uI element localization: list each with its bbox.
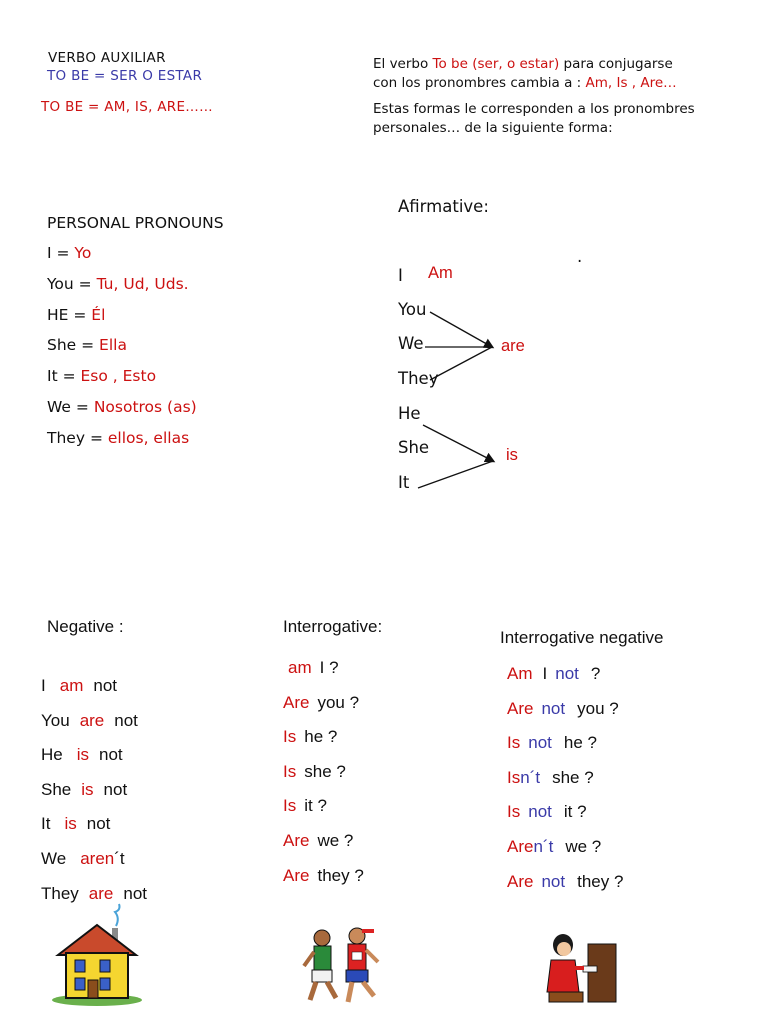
intneg-verb: Is [507,733,521,753]
aff-are: are [501,337,525,355]
aff-we: We [398,334,424,353]
interrogative-negative-row [507,802,587,822]
int-subject: they ? [317,865,364,885]
aff-is: is [506,446,518,464]
pronoun-eq: = [68,305,92,324]
pronoun-en: We [47,398,71,416]
negative-row [41,745,123,765]
int-verb: Is [283,727,297,747]
pronoun-es: ellos, ellas [107,428,190,447]
intro-tail: para conjugarse [559,56,673,72]
pronoun-es: Él [91,305,106,324]
pronoun-en: It [47,367,58,386]
int-verb: Are [283,865,310,885]
intneg-verb: Are [507,871,534,891]
aff-i: I [398,266,403,285]
intneg-subject: they ? [577,871,624,891]
aff-they: They [398,369,439,388]
intneg-subject: she ? [552,767,594,787]
intneg-verb: Is [507,802,521,822]
negative-row [41,676,117,696]
intneg-verb: Are [507,698,534,718]
interrogative-row [283,727,337,747]
intneg-not: not [541,871,566,891]
pronoun-es: Tu, Ud, Uds. [96,274,189,293]
intro-line-3: Estas formas le corresponden a los pronombres [373,101,695,117]
interrogative-row [283,866,364,886]
aff-it: It [398,473,410,492]
interrogative-row [288,658,339,678]
interrogative-negative-row [507,872,623,892]
pronoun-eq: = [51,244,75,262]
aff-he: He [398,404,421,423]
int-verb: Is [283,761,297,781]
negative-row [41,849,125,869]
int-verb: am [288,658,312,677]
intro-text: El verbo [373,56,433,72]
neg-not: ´t [114,849,125,868]
intneg-subject: we ? [565,837,602,856]
neg-not: not [99,745,123,765]
pronoun-es: Nosotros (as) [93,398,197,416]
is-arrows [418,425,493,488]
intneg-not: not [555,664,579,683]
interrogative-title: Interrogative: [283,617,383,636]
neg-verb: is [81,779,94,799]
interrogative-negative-row [507,733,597,753]
negative-row [41,711,138,731]
neg-subject: You [41,710,70,730]
intneg-not: n´t [520,767,541,787]
neg-subject: I [41,676,46,695]
int-subject: I ? [319,658,339,677]
negative-row [41,780,127,800]
affirmative-title: Afirmative: [398,197,489,216]
int-subject: it ? [304,796,327,816]
neg-not: not [114,710,138,730]
negative-row [41,884,147,904]
int-subject: we ? [317,831,354,850]
neg-not: not [93,676,117,695]
verbo-auxiliar-label: VERBO AUXILIAR [48,50,166,66]
dot: . [577,247,583,266]
aff-you: You [398,300,427,319]
neg-not: not [86,814,111,834]
intro-line-4: personales… de la siguiente forma: [373,120,613,136]
intneg-verb: Are [507,837,534,856]
aff-she: She [398,438,430,457]
pronouns-title: PERSONAL PRONOUNS [47,214,224,232]
interrogative-negative-row [507,768,594,788]
int-verb: Is [283,796,297,816]
intneg-verb: Am [507,664,533,683]
neg-subject: It [41,814,51,834]
intneg-subject: it ? [563,802,587,822]
pronoun-es: Ella [99,336,127,355]
house-icon [52,904,142,1006]
intneg-subject: you ? [577,698,619,718]
piano-girl-icon [547,934,616,1002]
interrogative-negative-title: Interrogative negative [500,628,664,647]
neg-not: not [123,883,148,903]
neg-subject: We [41,849,67,868]
pronoun-en: HE [47,305,69,324]
runners-icon [304,928,378,1002]
intneg-subject: ? [590,664,601,683]
intneg-subject: he ? [563,733,597,753]
neg-verb: aren [80,849,115,868]
neg-verb: are [88,883,114,903]
intneg-verb: Is [507,767,521,787]
neg-subject: She [41,779,72,799]
pronoun-es: Eso , Esto [80,367,157,386]
to-be-meaning: TO BE = SER O ESTAR [47,68,203,84]
neg-verb: is [64,814,77,834]
intro-forms: Am, Is , Are… [585,75,677,91]
interrogative-negative-row [507,699,619,719]
int-verb: Are [283,692,310,712]
intneg-subject-i: I [542,664,548,683]
pronoun-en: They [47,428,86,447]
intneg-not: not [541,698,566,718]
pronoun-eq: = [70,398,94,416]
neg-subject: He [41,745,63,765]
interrogative-row [283,831,353,851]
pronoun-en: She [47,336,77,355]
negative-row [41,814,110,834]
interrogative-row [283,693,359,713]
neg-verb: am [59,676,84,695]
pronoun-eq: = [73,274,97,293]
int-subject: he ? [304,727,338,747]
int-subject: she ? [304,761,346,781]
neg-subject: They [41,883,79,903]
pronoun-en: You [47,274,74,293]
intro-highlight: To be (ser, o estar) [432,56,560,72]
aff-am: Am [428,264,453,282]
interrogative-negative-row [507,664,600,684]
int-verb: Are [283,831,310,850]
neg-verb: is [76,745,90,765]
intro-text-2: con los pronombres cambia a : [373,75,586,91]
to-be-forms: TO BE = AM, IS, ARE…… [41,99,213,115]
pronoun-eq: = [85,428,108,447]
interrogative-row [283,762,346,782]
pronoun-en: I [47,244,52,262]
neg-verb: are [79,710,105,730]
int-subject: you ? [317,692,360,712]
pronoun-es: Yo [74,244,92,262]
pronoun-eq: = [76,336,100,355]
pronoun-eq: = [57,367,81,386]
are-arrows [425,312,492,380]
intneg-not: not [528,802,552,822]
neg-not: not [103,779,128,799]
intneg-not: n´t [533,837,554,856]
interrogative-row [283,796,327,816]
interrogative-negative-row [507,837,601,857]
intneg-not: not [528,733,552,753]
negative-title: Negative : [47,617,124,636]
